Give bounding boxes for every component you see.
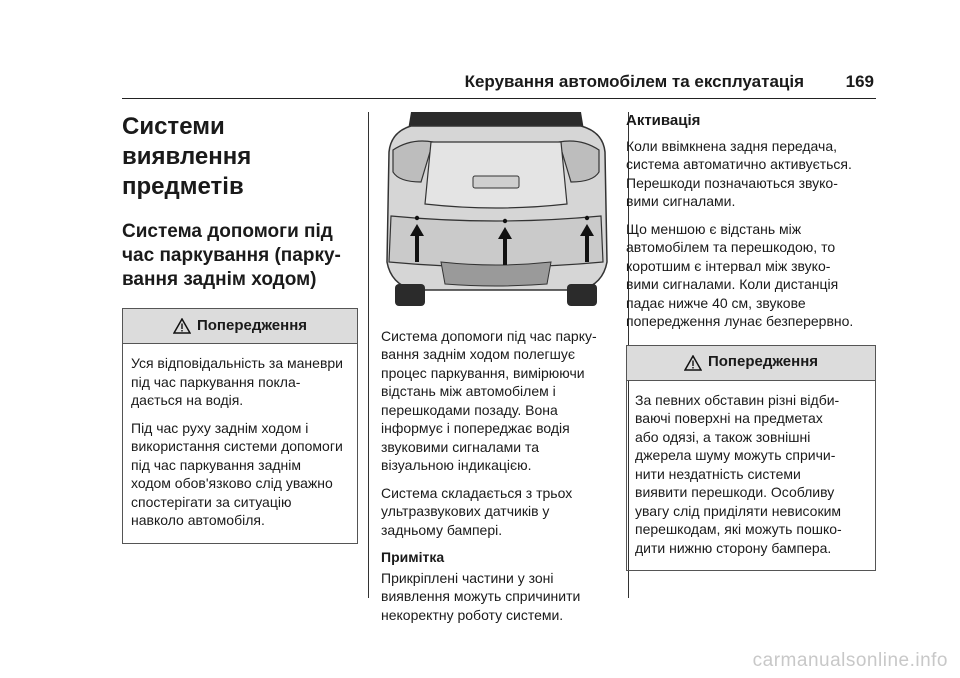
warning-box (122, 308, 358, 544)
warning-triangle-icon (173, 318, 191, 334)
column-divider (368, 112, 369, 598)
warning-paragraph: Під час руху заднім ходом і використання системи допомоги під час паркування заднім ходом обов'язково слід уважно спостерігати за ситуацію навколо автомобіля. (131, 419, 343, 528)
header-title: Керування автомобілем та експлуатація (464, 72, 804, 91)
warning-title: Попередження (707, 353, 819, 371)
page-header (122, 68, 876, 99)
warning-box (626, 345, 876, 572)
warning-triangle-icon (684, 355, 702, 371)
watermark: carmanualsonline.info (752, 650, 948, 671)
warning-header (123, 309, 357, 344)
section-title: Системи виявлення предметів (122, 113, 252, 200)
column-middle (381, 112, 611, 633)
body-paragraph: Система складається з трьох ультразвукових датчиків у задньому бампері. (381, 484, 573, 538)
column-right (626, 112, 876, 571)
page-number: 169 (845, 72, 874, 91)
warning-title: Попередження (196, 316, 308, 334)
rear-bumper-sensors-illustration (381, 112, 611, 308)
subsection-title: Система допомоги під час паркування (парку- вання заднім ходом) (122, 221, 341, 290)
body-paragraph: Що меншою є відстань між автомобілем та перешкодою, то коротшим є інтервал між звуко- вими сигналами. Коли дистанція падає нижче 40 см, звукове попередження лунає безперервно. (626, 220, 854, 329)
activation-heading: Активація (626, 112, 701, 129)
warning-body (627, 381, 875, 571)
warning-header (627, 346, 875, 381)
body-paragraph: Коли ввімкнена задня передача, система автоматично активується. Перешкоди позначаються звуко- вими сигналами. (626, 137, 852, 209)
warning-paragraph: Уся відповідальність за маневри під час паркування покла- дається на водія. (131, 355, 343, 408)
warning-paragraph: За певних обставин різні відби- ваючі поверхні на предметах або одязі, а також зовнішні джерела шуму можуть спричи- нити нездатність системи виявити перешкоди. Особливу увагу слід приділяти невисоким перешкодам, які можуть пошко- дити нижню сторону бампера. (635, 391, 842, 556)
column-left (122, 112, 358, 544)
warning-body (123, 344, 357, 543)
body-paragraph: Система допомоги під час парку- вання заднім ходом полегшує процес паркування, вимірюючи відстань між автомобілем і перешкодами позаду. Вона інформує і попереджає водія звуковими сигналами та візуальною індикацією. (381, 327, 597, 473)
note-title: Примітка (381, 549, 445, 565)
note-text: Прикріплені частини у зоні виявлення можуть спричинити некоректну роботу системи. (381, 569, 581, 623)
